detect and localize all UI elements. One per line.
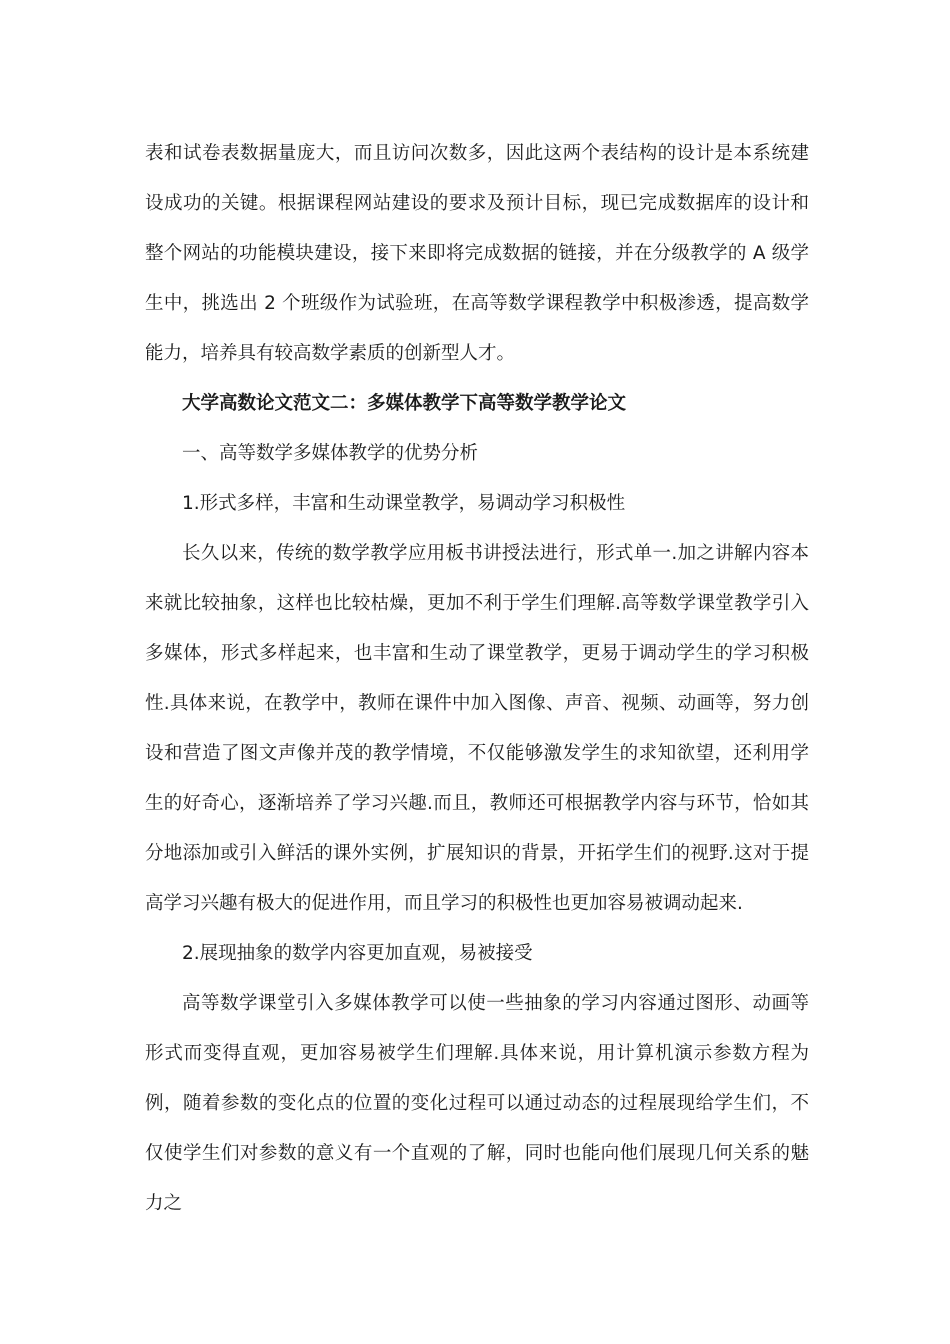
paragraph-continuation: 表和试卷表数据量庞大，而且访问次数多，因此这两个表结构的设计是本系统建设成功的关键。根据课程网站建设的要求及预计目标，现已完成数据库的设计和整个网站的功能模块建设，接下来即将完成数据的链接，并在分级教学的 A 级学生中，挑选出 2 个班级作为试验班，在高等数学课程教学中积极渗透，提高数学能力，培养具有较高数学素质的创新型人才。	[145, 143, 809, 364]
paragraph-body-2: 高等数学课堂引入多媒体教学可以使一些抽象的学习内容通过图形、动画等形式而变得直观，更加容易被学生们理解.具体来说，用计算机演示参数方程为例，随着参数的变化点的位置的变化过程可以通过动态的过程展现给学生们，不仅使学生们对参数的意义有一个直观的了解，同时也能向他们展现几何关系的魅力之	[145, 993, 809, 1214]
paragraph-body-1: 长久以来，传统的数学教学应用板书讲授法进行，形式单一.加之讲解内容本来就比较抽象，这样也比较枯燥，更加不利于学生们理解.高等数学课堂教学引入多媒体，形式多样起来，也丰富和生动了课堂教学，更易于调动学生的学习积极性.具体来说，在教学中，教师在课件中加入图像、声音、视频、动画等，努力创设和营造了图文声像并茂的教学情境，不仅能够激发学生的求知欲望，还利用学生的好奇心，逐渐培养了学习兴趣.而且，教师还可根据教学内容与环节，恰如其分地添加或引入鲜活的课外实例，扩展知识的背景，开拓学生们的视野.这对于提高学习兴趣有极大的促进作用，而且学习的积极性也更加容易被调动起来.	[145, 543, 809, 914]
document-body	[145, 129, 809, 1229]
subsection-heading-1: 1.形式多样，丰富和生动课堂教学，易调动学习积极性	[182, 493, 626, 514]
section-heading: 一、高等数学多媒体教学的优势分析	[182, 443, 479, 464]
subsection-heading-2: 2.展现抽象的数学内容更加直观，易被接受	[182, 943, 533, 964]
article-title: 大学高数论文范文二：多媒体教学下高等数学教学论文	[182, 393, 627, 414]
